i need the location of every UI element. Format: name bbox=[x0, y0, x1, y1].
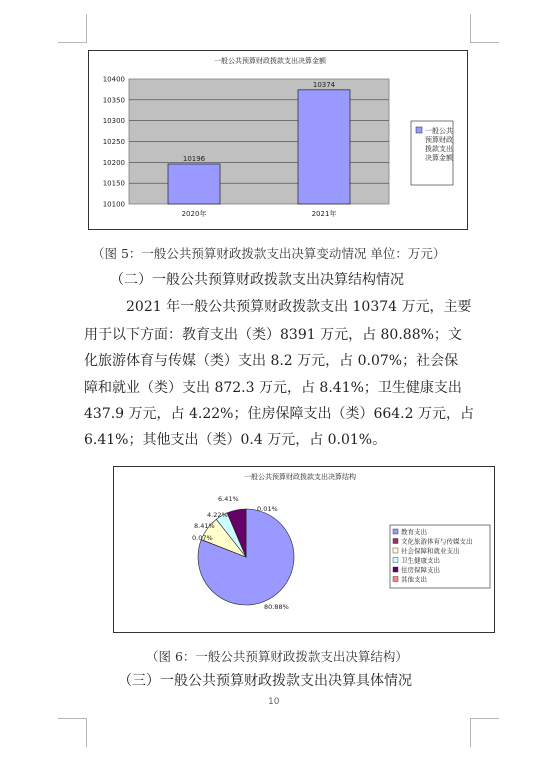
pie-data-label: 0.07% bbox=[192, 534, 213, 542]
legend-label: 文化旅游体育与传媒支出 bbox=[401, 537, 473, 546]
y-tick-label: 10400 bbox=[102, 75, 125, 84]
x-tick-label: 2021年 bbox=[311, 210, 337, 218]
bar-chart-figure bbox=[88, 50, 468, 230]
figure-5-caption: （图 5：一般公共预算财政拨款支出决算变动情况 单位：万元） bbox=[92, 246, 446, 261]
legend-label: 卫生健康支出 bbox=[401, 556, 440, 565]
paragraph-line: 化旅游体育与传媒（类）支出 8.2 万元，占 0.07%；社会保 bbox=[84, 353, 459, 369]
paragraph-line: 6.41%；其他支出（类）0.4 万元，占 0.01%。 bbox=[84, 432, 387, 448]
crop-mark-bottom-left bbox=[58, 718, 87, 747]
bar-chart-title: 一般公共预算财政拨款支出决算金额 bbox=[214, 57, 326, 65]
legend-label-line: 一般公共 bbox=[425, 127, 453, 135]
page-number: 10 bbox=[268, 697, 280, 707]
paragraph-line: 用于以下方面：教育支出（类）8391 万元，占 80.88%；文 bbox=[84, 327, 462, 343]
pie-data-label: 0.01% bbox=[257, 505, 278, 513]
section-2-heading: （二）一般公共预算财政拨款支出决算结构情况 bbox=[110, 272, 404, 288]
legend-swatch bbox=[393, 577, 398, 582]
y-tick-label: 10150 bbox=[102, 179, 125, 188]
pie-data-label: 6.41% bbox=[218, 495, 239, 503]
pie-chart-figure bbox=[113, 466, 495, 633]
pie-chart-svg bbox=[114, 467, 494, 632]
legend-label: 教育支出 bbox=[401, 528, 427, 536]
legend-swatch bbox=[393, 548, 398, 553]
y-tick-label: 10250 bbox=[102, 138, 125, 146]
y-tick-label: 10300 bbox=[102, 117, 125, 126]
legend-label: 社会保障和就业支出 bbox=[401, 547, 460, 555]
bar bbox=[298, 90, 350, 204]
pie-data-label: 8.41% bbox=[194, 522, 215, 530]
crop-mark-top-right bbox=[470, 14, 499, 43]
paragraph-line: 障和就业（类）支出 872.3 万元，占 8.41%；卫生健康支出 bbox=[84, 380, 462, 396]
pie-data-label: 4.22% bbox=[207, 511, 228, 519]
legend-label-line: 拨款支出 bbox=[425, 145, 453, 153]
x-tick-label: 2020年 bbox=[181, 210, 207, 218]
figure-6-caption: （图 6：一般公共预算财政拨款支出决算结构） bbox=[146, 649, 408, 664]
y-tick-label: 10350 bbox=[102, 96, 125, 105]
legend-swatch bbox=[393, 539, 398, 544]
legend-label-line: 预算财政 bbox=[425, 136, 453, 144]
crop-mark-top-left bbox=[58, 14, 87, 43]
bar-data-label: 10196 bbox=[182, 155, 206, 163]
legend-swatch bbox=[393, 558, 398, 563]
y-tick-label: 10200 bbox=[102, 158, 125, 167]
section-3-heading: （三）一般公共预算财政拨款支出决算具体情况 bbox=[118, 673, 412, 689]
y-tick-label: 10100 bbox=[102, 200, 125, 209]
crop-mark-bottom-right bbox=[470, 718, 499, 747]
legend-swatch bbox=[393, 567, 398, 572]
paragraph-line: 2021 年一般公共预算财政拨款支出 10374 万元，主要 bbox=[126, 299, 472, 315]
paragraph-line: 437.9 万元，占 4.22%；住房保障支出（类）664.2 万元，占 bbox=[84, 406, 474, 422]
legend-swatch bbox=[393, 529, 398, 534]
legend-label: 住房保障支出 bbox=[401, 566, 440, 574]
pie-data-label: 80.88% bbox=[264, 603, 289, 611]
pie-chart-title: 一般公共预算财政拨款支出决算结构 bbox=[244, 473, 356, 481]
bar-data-label: 10374 bbox=[312, 80, 336, 89]
bar-chart-svg bbox=[89, 51, 467, 229]
legend-label-line: 决算金额 bbox=[425, 154, 453, 162]
legend-swatch bbox=[416, 127, 422, 133]
legend-label: 其他支出 bbox=[401, 575, 427, 584]
bar bbox=[168, 164, 220, 204]
